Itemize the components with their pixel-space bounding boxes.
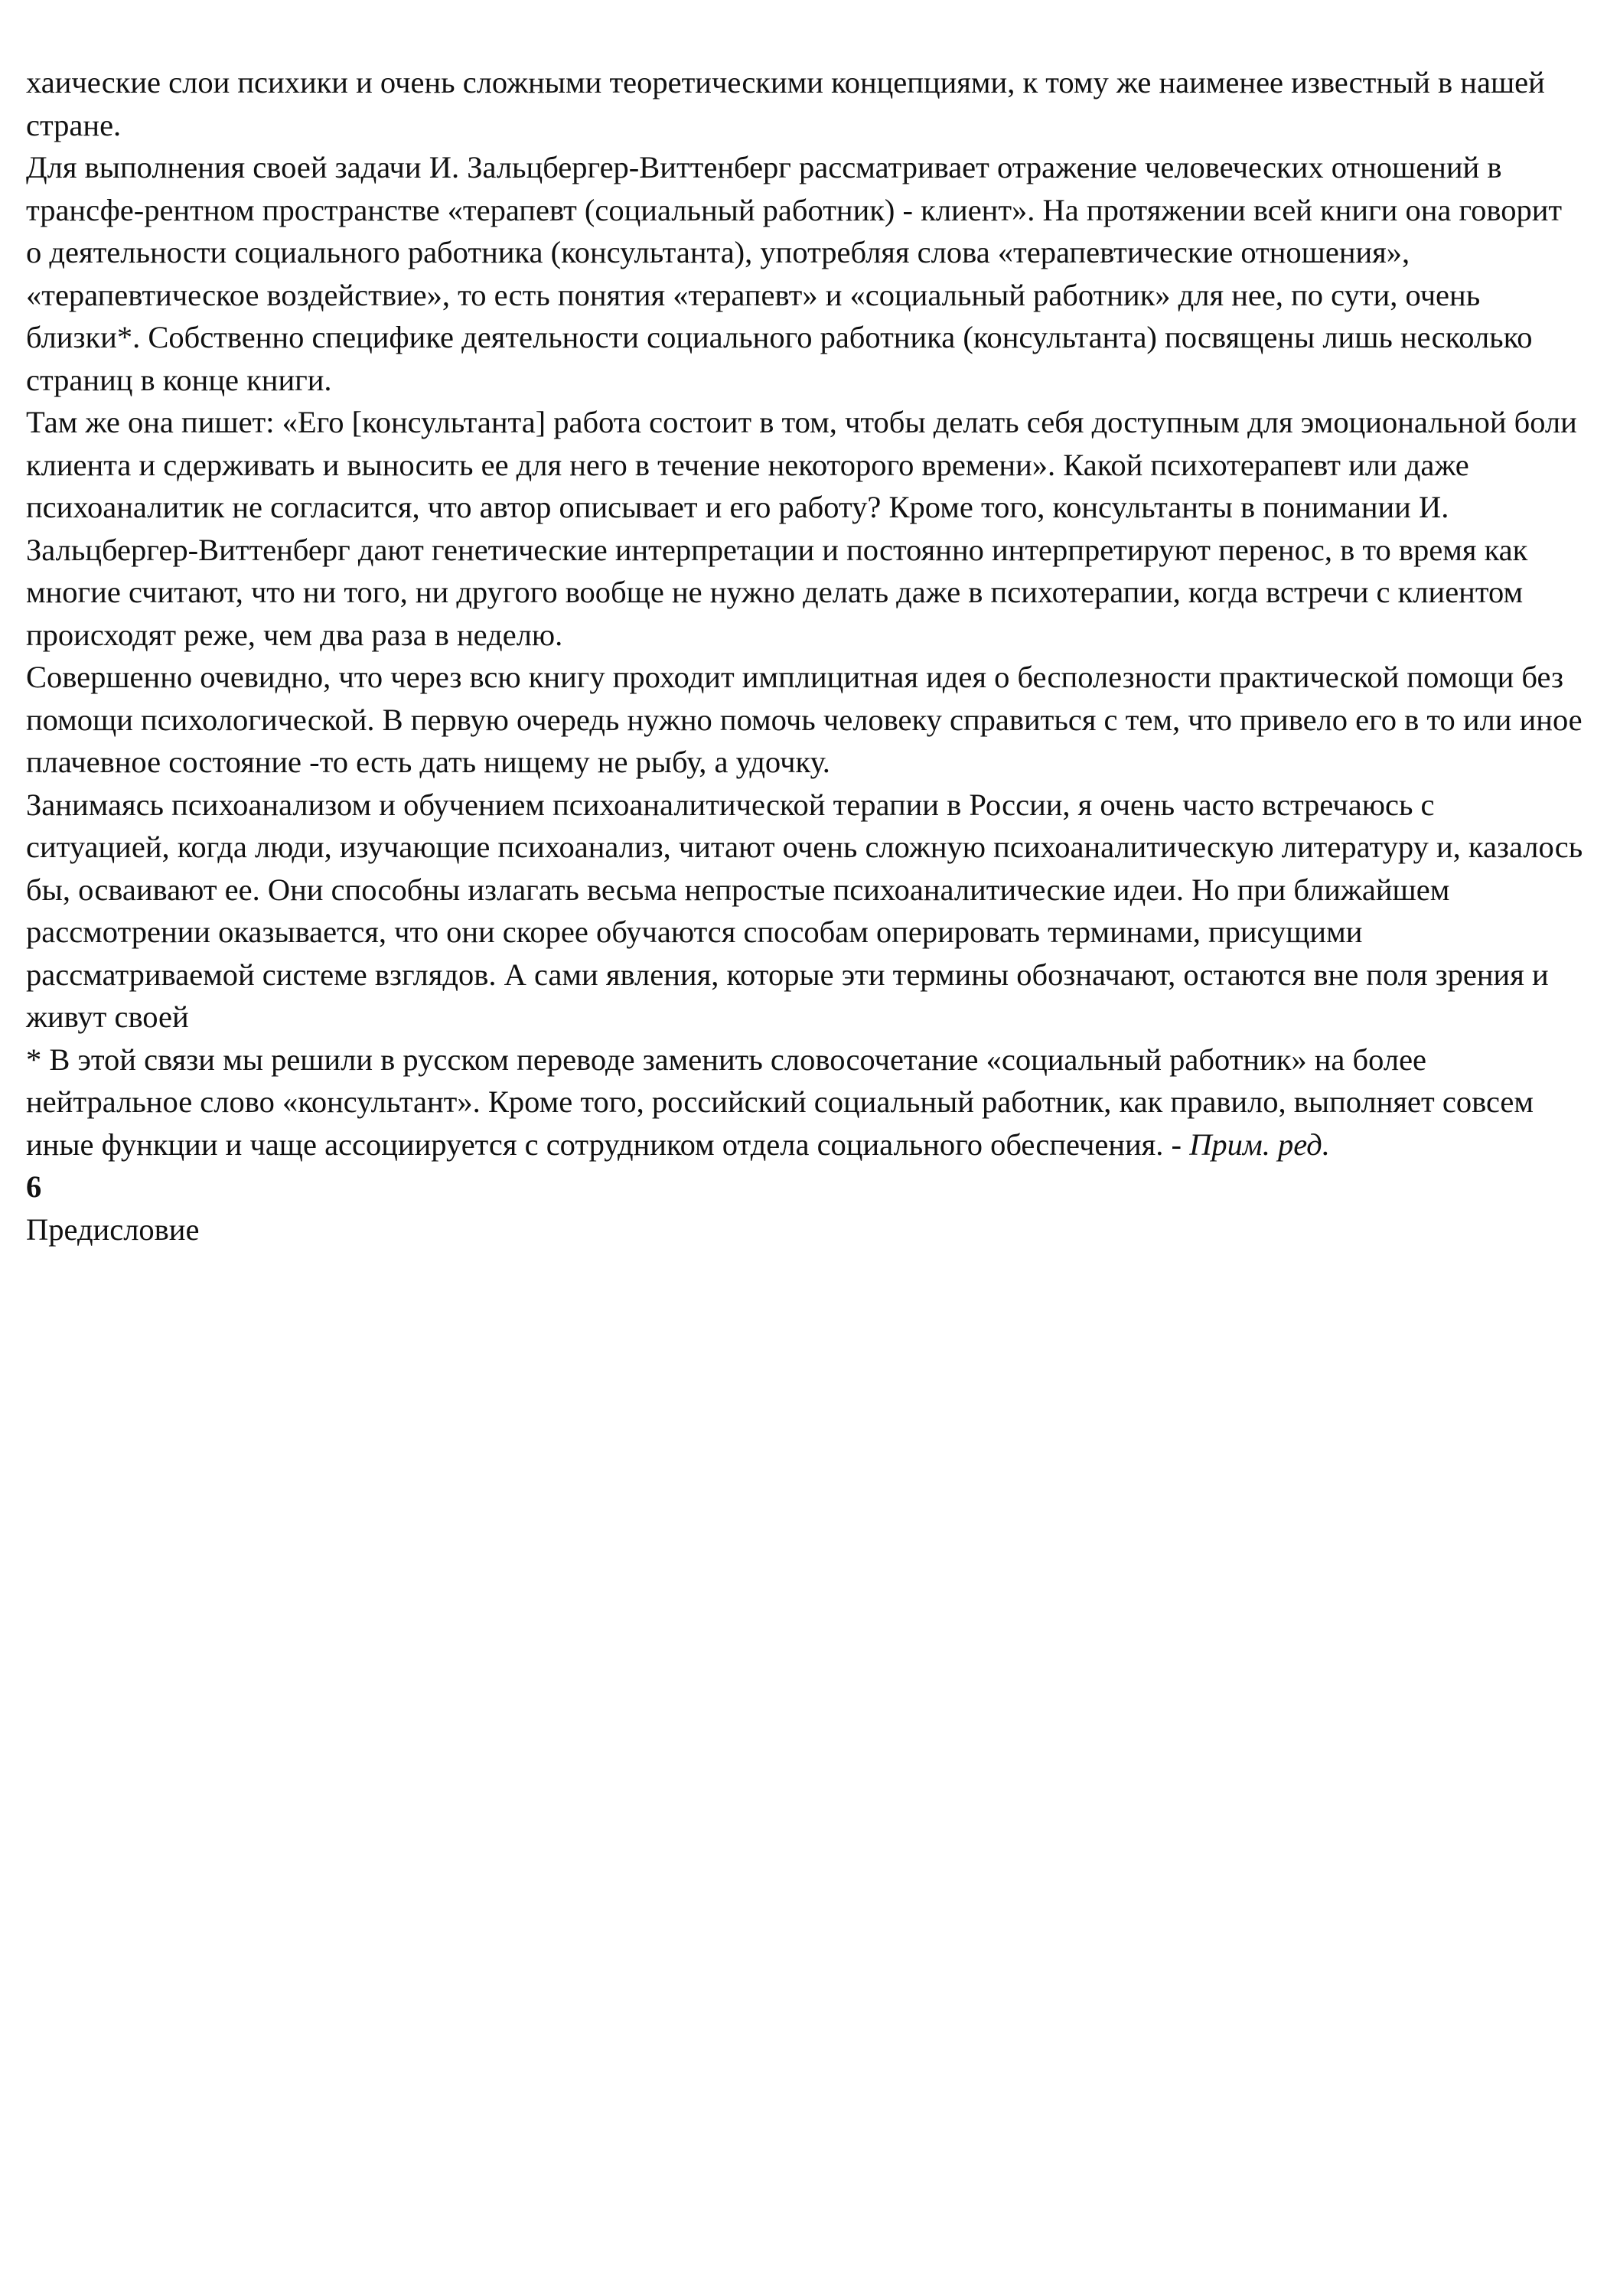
running-footer: Предисловие bbox=[26, 1212, 200, 1247]
paragraph-5: Занимаясь психоанализом и обучением психоаналитической терапии в России, я очень часто встречаюсь с ситуацией, когда люди, изучающие психоанализ, читают очень сложную психоаналитическую литературу и, казалось бы, осваивают ее. Они способны излагать весьма непростые психоаналитические идеи. Но при ближайшем рассмотрении оказывается, что они скорее обучаются способам оперировать терминами, присущими рассматриваемой системе взглядов. А сами явления, которые эти термины обозначают, остаются вне поля зрения и живут своей bbox=[26, 787, 1583, 1034]
paragraph-2: Для выполнения своей задачи И. Зальцбергер-Виттенберг рассматривает отражение человеческих отношений в трансфе-рентном пространстве «терапевт (социальный работник) - клиент». На протяжении всей книги она говорит о деятельности социального работника (консультанта), употребляя слова «терапевтические отношения», «терапевтическое воздействие», то есть понятия «терапевт» и «социальный работник» для нее, по сути, очень близки*. Собственно специфике деятельности социального работника (консультанта) посвящены лишь несколько страниц в конце книги. bbox=[26, 150, 1563, 397]
paragraph-1: хаические слои психики и очень сложными теоретическими концепциями, к тому же наименее известный в нашей стране. bbox=[26, 65, 1545, 142]
footnote bbox=[26, 1039, 1584, 1166]
footnote-editor-note: Прим. ред. bbox=[1189, 1127, 1330, 1162]
document-page bbox=[26, 61, 1584, 1251]
paragraph-4: Совершенно очевидно, что через всю книгу проходит имплицитная идея о бесполезности практической помощи без помощи психологической. В первую очередь нужно помочь человеку справиться с тем, что привело его в то или иное плачевное состояние -то есть дать нищему не рыбу, а удочку. bbox=[26, 660, 1583, 779]
page-number: 6 bbox=[26, 1169, 42, 1204]
paragraph-3: Там же она пишет: «Его [консультанта] работа состоит в том, чтобы делать себя доступным для эмоциональной боли клиента и сдерживать и выносить ее для него в течение некоторого времени». Какой психотерапевт или даже психоаналитик не согласится, что автор описывает и его работу? Кроме того, консультанты в понимании И. Зальцбергер-Виттенберг дают генетические интерпретации и постоянно интерпретируют перенос, в то время как многие считают, что ни того, ни другого вообще не нужно делать даже в психотерапии, когда встречи с клиентом происходят реже, чем два раза в неделю. bbox=[26, 405, 1577, 652]
footnote-text: * В этой связи мы решили в русском переводе заменить словосочетание «социальный работник» на более нейтральное слово «консультант». Кроме того, российский социальный работник, как правило, выполняет совсем иные функции и чаще ассоциируется с сотрудником отдела социального обеспечения. - bbox=[26, 1042, 1534, 1162]
